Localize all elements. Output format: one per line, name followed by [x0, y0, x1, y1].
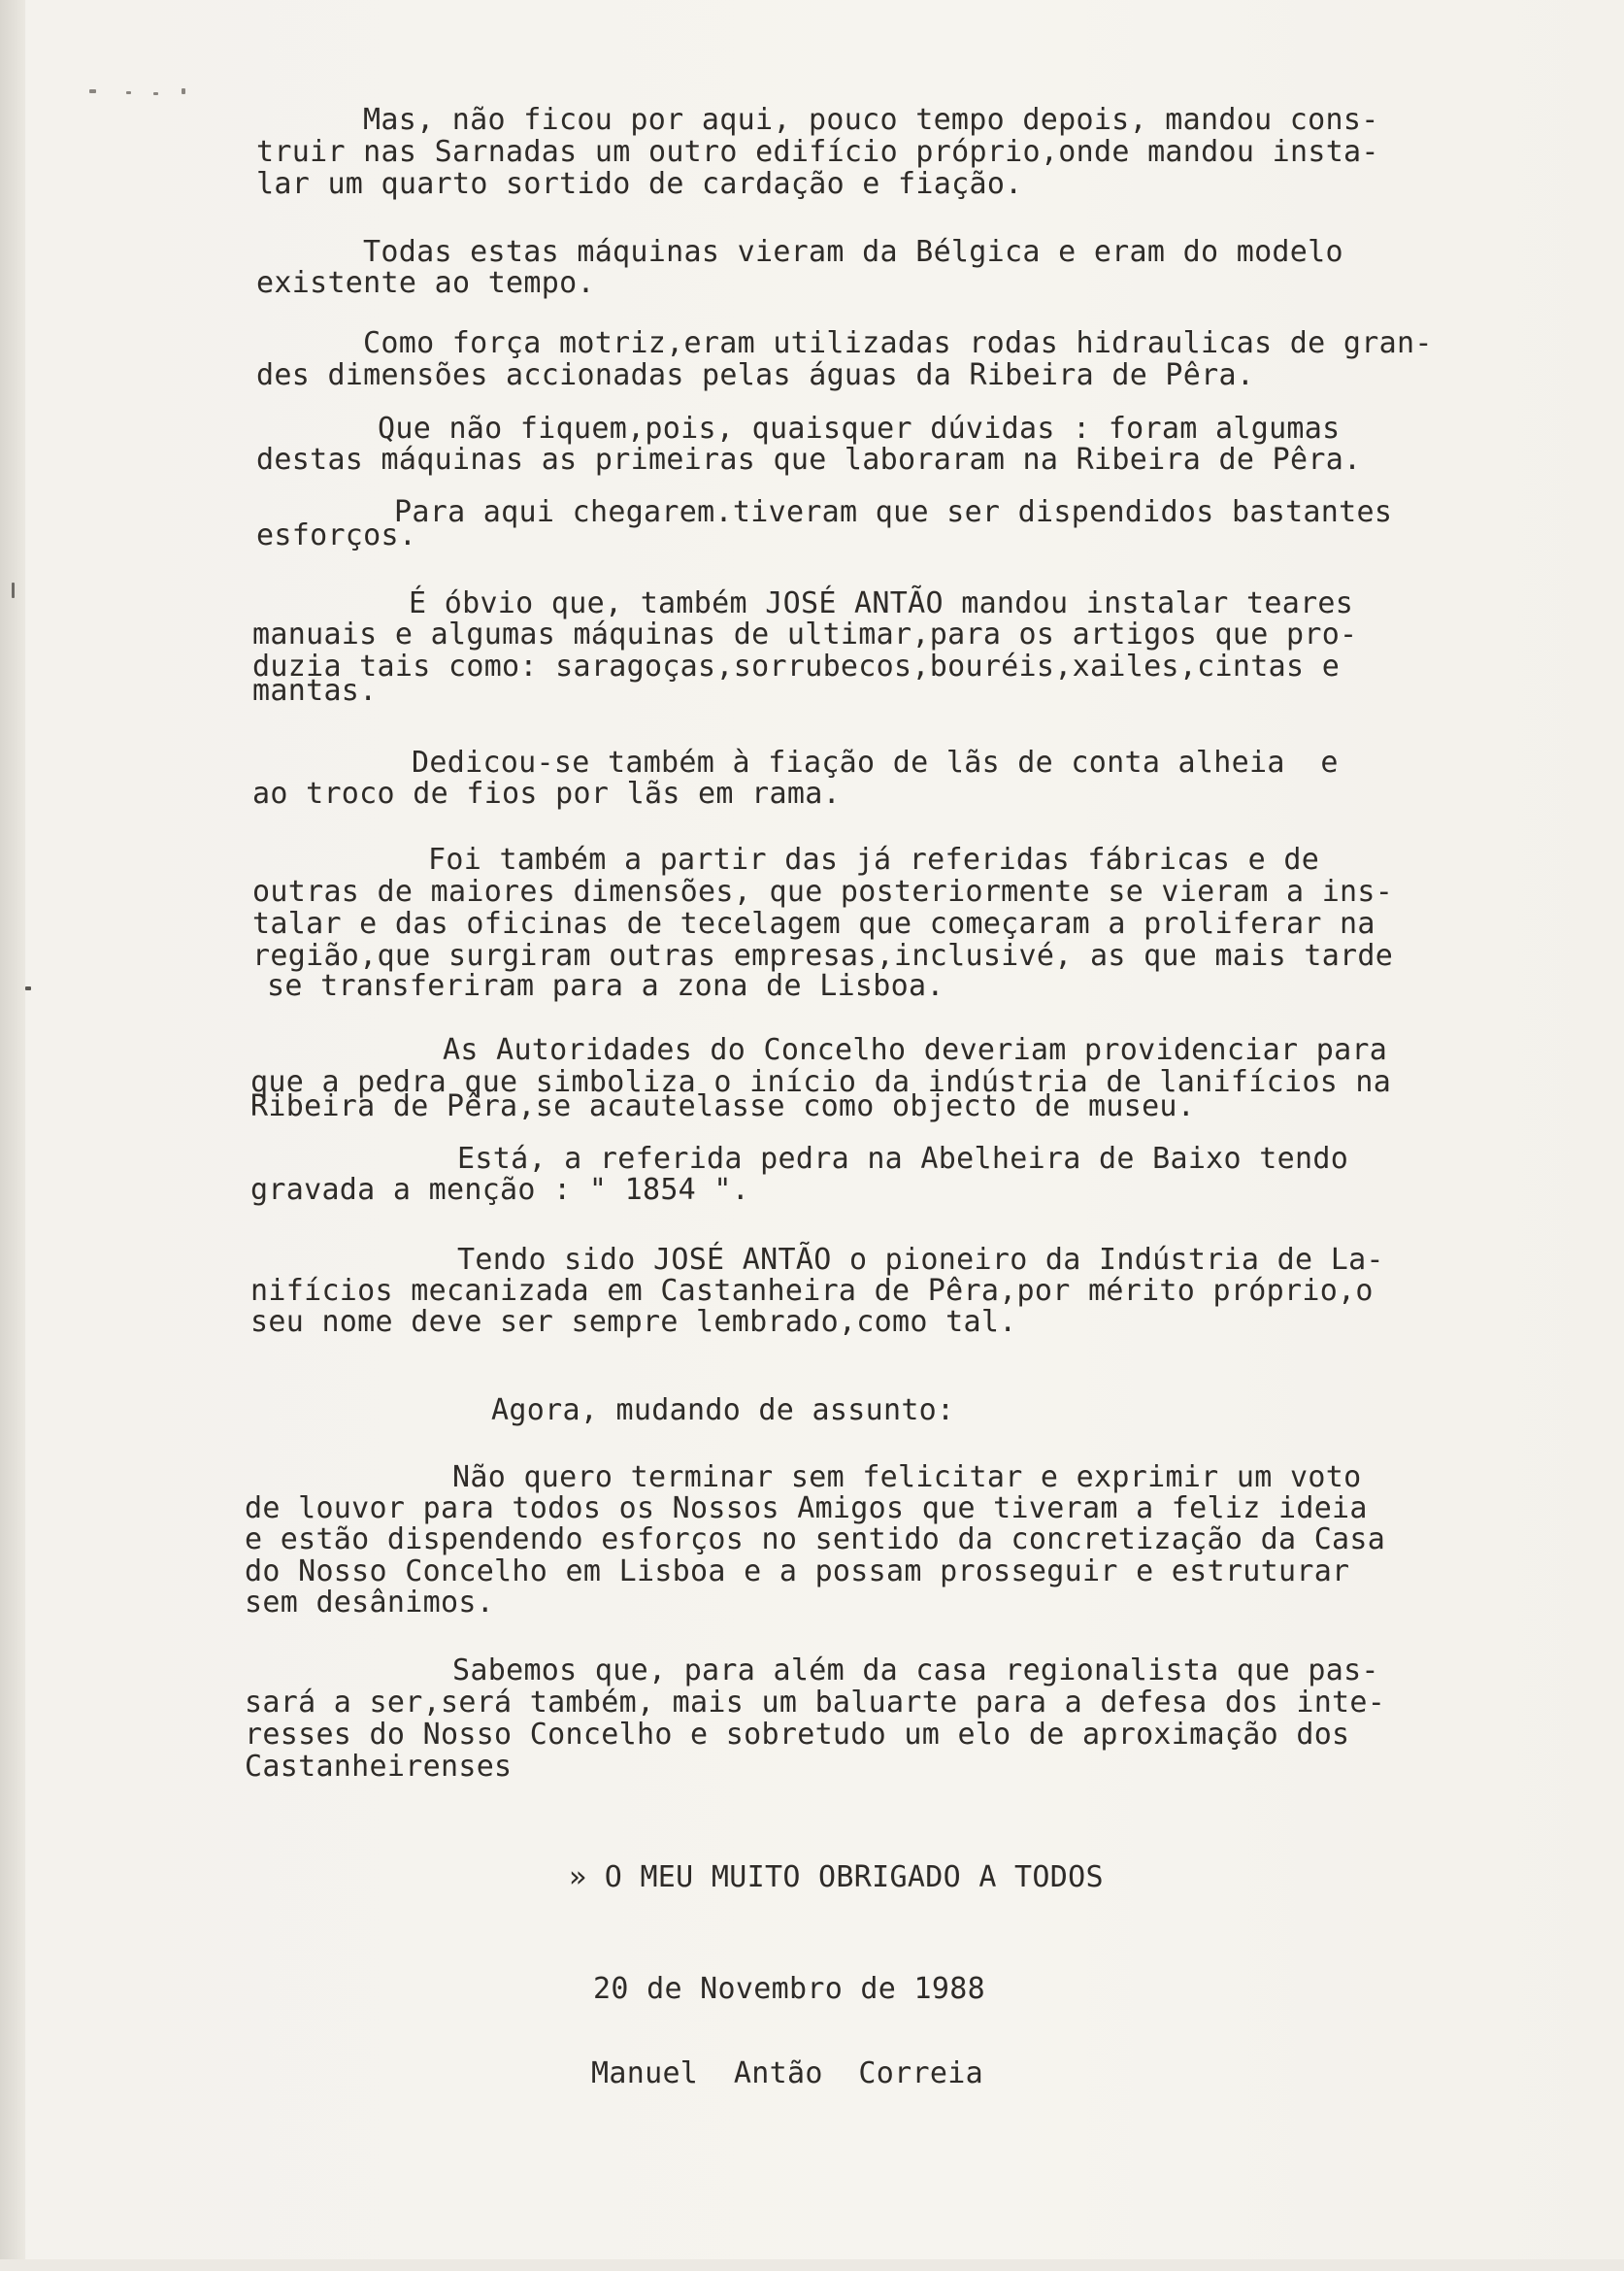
paragraph-11-line-3: seu nome deve ser sempre lembrado,como tal. — [250, 1305, 1017, 1339]
paragraph-6-line-2: manuais e algumas máquinas de ultimar,para os artigos que pro- — [252, 618, 1358, 651]
paragraph-5-line-1: Para aqui chegarem.tiveram que ser dispendidos bastantes — [394, 495, 1393, 529]
paragraph-13-line-3: e estão dispendendo esforços no sentido da concretização da Casa — [245, 1522, 1386, 1556]
paragraph-9-line-1: As Autoridades do Concelho deveriam providenciar para — [443, 1033, 1388, 1067]
paragraph-8-line-4: região,que surgiram outras empresas,inclusivé, as que mais tarde — [252, 939, 1394, 973]
paragraph-6-line-1: É óbvio que, também JOSÉ ANTÃO mandou instalar teares — [409, 586, 1354, 620]
paragraph-8-line-1: Foi também a partir das já referidas fábricas e de — [428, 843, 1320, 877]
paragraph-4-line-2: destas máquinas as primeiras que laboraram na Ribeira de Pêra. — [256, 443, 1362, 477]
paragraph-9-line-3: Ribeira de Pêra,se acautelasse como objecto de museu. — [250, 1089, 1196, 1123]
ink-speck — [153, 92, 158, 95]
paragraph-10-line-1: Está, a referida pedra na Abelheira de Baixo tendo — [457, 1142, 1349, 1176]
signature-name: Manuel Antão Correia — [591, 2056, 983, 2090]
ink-speck — [25, 986, 31, 990]
paragraph-6-line-3: duzia tais como: saragoças,sorrubecos,bouréis,xailes,cintas e — [252, 650, 1341, 684]
paragraph-13-line-2: de louvor para todos os Nossos Amigos que tiveram a feliz ideia — [245, 1491, 1368, 1525]
paragraph-13-line-4: do Nosso Concelho em Lisboa e a possam prosseguir e estruturar — [245, 1554, 1350, 1588]
paragraph-2-line-2: existente ao tempo. — [256, 266, 595, 300]
paragraph-11-line-2: nifícios mecanizada em Castanheira de Pêra,por mérito próprio,o — [250, 1274, 1374, 1308]
paragraph-4-line-1: Que não fiquem,pois, quaisquer dúvidas : foram algumas — [378, 412, 1341, 446]
paragraph-7-line-2: ao troco de fios por lãs em rama. — [252, 777, 841, 811]
paragraph-1-line-1: Mas, não ficou por aqui, pouco tempo depois, mandou cons- — [363, 103, 1379, 137]
paragraph-8-line-3: talar e das oficinas de tecelagem que começaram a proliferar na — [252, 907, 1375, 941]
paragraph-14-line-4: Castanheirenses — [245, 1750, 513, 1784]
paragraph-12-line-1: Agora, mudando de assunto: — [491, 1393, 955, 1427]
closing-line: » O MEU MUITO OBRIGADO A TODOS — [569, 1860, 1104, 1894]
paragraph-9-line-2: que a pedra que simboliza o início da indústria de lanifícios na — [250, 1065, 1392, 1099]
page-left-edge — [0, 0, 25, 2271]
paragraph-13-line-5: sem desânimos. — [245, 1586, 495, 1620]
paragraph-1-line-2: truir nas Sarnadas um outro edifício próprio,onde mandou insta- — [256, 135, 1379, 169]
letter-date: 20 de Novembro de 1988 — [593, 1972, 985, 2006]
paragraph-10-line-2: gravada a menção : " 1854 ". — [250, 1173, 750, 1207]
ink-speck — [89, 89, 96, 93]
paragraph-5-line-2: esforços. — [256, 518, 417, 552]
ink-speck — [126, 91, 131, 94]
ink-speck — [12, 583, 15, 598]
ink-speck — [182, 88, 185, 94]
paragraph-1-line-3: lar um quarto sortido de cardação e fiação. — [256, 167, 1023, 201]
paragraph-13-line-1: Não quero terminar sem felicitar e exprimir um voto — [452, 1460, 1362, 1494]
paragraph-2-line-1: Todas estas máquinas vieram da Bélgica e eram do modelo — [363, 235, 1343, 269]
paragraph-3-line-2: des dimensões accionadas pelas águas da Ribeira de Pêra. — [256, 358, 1255, 392]
paragraph-14-line-3: resses do Nosso Concelho e sobretudo um elo de aproximação dos — [245, 1718, 1350, 1752]
paragraph-7-line-1: Dedicou-se também à fiação de lãs de conta alheia e — [412, 746, 1339, 780]
paragraph-14-line-1: Sabemos que, para além da casa regionalista que pas- — [452, 1653, 1379, 1687]
paragraph-8-line-5: se transferiram para a zona de Lisboa. — [267, 969, 945, 1003]
paragraph-14-line-2: sará a ser,será também, mais um baluarte para a defesa dos inte- — [245, 1686, 1386, 1720]
paragraph-8-line-2: outras de maiores dimensões, que posteriormente se vieram a ins- — [252, 875, 1394, 909]
page-bottom-edge — [0, 2259, 1624, 2271]
paragraph-6-line-4: mantas. — [252, 674, 378, 708]
paragraph-11-line-1: Tendo sido JOSÉ ANTÃO o pioneiro da Indústria de La- — [457, 1243, 1384, 1277]
paragraph-3-line-1: Como força motriz,eram utilizadas rodas hidraulicas de gran- — [363, 326, 1433, 360]
